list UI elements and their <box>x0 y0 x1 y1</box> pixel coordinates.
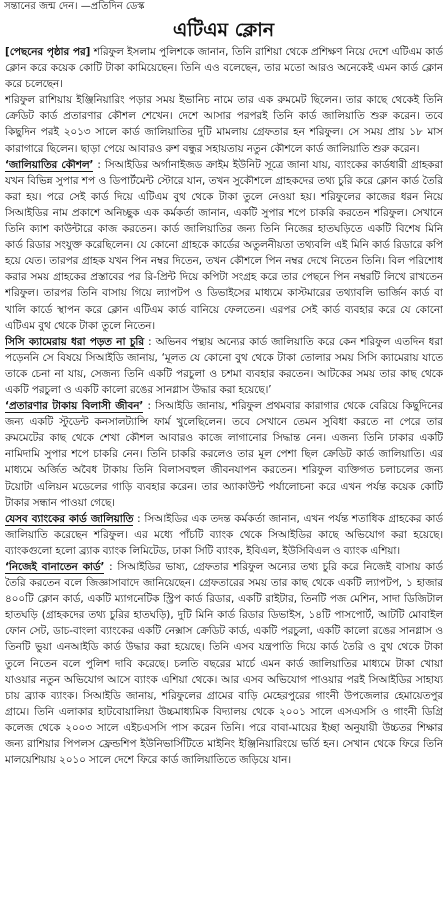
paragraph <box>5 92 443 156</box>
paragraph-text: শরিফুল রাশিয়ায় ইঞ্জিনিয়ারিং পড়ার সময় ইভানিচ নামে তার এক রুমমেট ছিলেন। তার কাছে থেকেই তিনি ক্রেডিট কার্ড প্রতারণার কৌশল শেখেন। দেশে আসার পরপরই তিনি কার্ড জালিয়াতি শুরু করেন। তবে কিছুদিন পরই ২০১৩ সালে কার্ড জালিয়াতির দুটি মামলায় গ্রেফতার হন শরিফুল। সে সময় প্রায় ১৮ মাস কারাগারে ছিলেন। ছাড়া পেয়ে আবারও রুশ বন্ধুর সহায়তায় নতুন কৌশলে কার্ড জালিয়াতি শুরু করেন। <box>5 94 443 155</box>
paragraph-text: শরিফুল ইসলাম পুলিশকে জানান, তিনি রাশিয়া থেকে প্রশিক্ষণ নিয়ে দেশে এটিএম কার্ড ক্লোন করে কয়েক কোটি টাকা কামিয়েছেন। তিনি এও বলেছেন, তার মতো আরও অনেকেই এমন কার্ড ক্লোন করে চলেছেন। <box>5 46 443 91</box>
paragraph-text: : সিআইডির এক তদন্ত কর্মকর্তা জানান, এখন পর্যন্ত শতাধিক গ্রাহকের কার্ড জালিয়াতি করেছেন শরিফুল। এর মধ্যে পাঁচটি ব্যাংক থেকে সিআইডির কাছে অভিযোগ করা হয়েছে। ব্যাংকগুলো হলো ব্র্যাক ব্যাংক লিমিটেড, ঢাকা সিটি ব্যাংক, ইবিএল, ইউসিবিএল ও ব্যাংক এশিয়া। <box>5 512 443 557</box>
paragraph <box>5 334 443 398</box>
article-body <box>5 44 443 922</box>
paragraph <box>5 44 443 92</box>
paragraph-text: : সিআইডির ভাষ্য, গ্রেফতার শরিফুল অন্যের তথ্য চুরি করে নিজেই বাসায় কার্ড তৈরি করতেন বলে জিজ্ঞাসাবাদে জানিয়েছেন। গ্রেফতারের সময় তার কাছ থেকে একটি ল্যাপটপ, ১ হাজার ৪০০টি ক্লোন কার্ড, একটি ম্যাগনেটিক স্ট্রিপ কার্ড রিডার, একটি রাইটার, তিনটি পজ মেশিন, সাদা ডিজিটাল হাতঘড়ি (গ্রাহকদের তথ্য চুরির হাতঘড়ি), দুটি মিনি কার্ড রিডার ডিভাইস, ১৪টি পাসপোর্ট, আটটি মোবাইল ফোন সেট, ডাচ-বাংলা ব্যাংকের একটি নেক্সাস ক্রেডিট কার্ড, একটি পরচুলা, একটি কালো রঙের সানগ্লাস ও তিনটি ভুয়া এনআইডি কার্ড উদ্ধার করা হয়েছে। তিনি এসব যন্ত্রপাতি দিয়ে কার্ড তৈরি ও বুথ থেকে টাকা তুলে নিতেন বলে পুলিশ দাবি করেছে। চলতি বছরের মার্চে এমন কার্ড জালিয়াতির মাধ্যমে টাকা খোয়া যাওয়ার নতুন অভিযোগ আসে ব্যাংক এশিয়া থেকে। আর এসব অভিযোগ পাওয়ার পরই সিআইডির সাহায্য চায় ব্র্যাক ব্যাংক। সিআইডি জানায়, শরিফুলের গ্রামের বাড়ি মেহেরপুরের গাংনী উপজেলার হেমায়েতপুর গ্রামে। তিনি এলাকার হাটবোয়ালিয়া উচ্চমাধ্যমিক বিদ্যালয় থেকে ২০০১ সালে এসএসসি ও গাংনী ডিগ্রি কলেজ থেকে ২০০৩ সালে এইচএসসি পাস করেন তিনি। পরে বাবা-মায়ের ইচ্ছা অনুযায়ী উচ্চতর শিক্ষার জন্য রাশিয়ার পিপলস ফ্রেন্ডশিপ ইউনিভার্সিটিতে মাইনিং ইঞ্জিনিয়ারিংয়ে ভর্তি হন। সেখান থেকে ফিরে তিনি মালয়েশিয়ায় ২০১০ সালে দেশে ফিরে কার্ড জালিয়াতিতে জড়িয়ে যান। <box>5 561 443 767</box>
article-headline: এটিএম ক্লোন <box>172 19 275 41</box>
subheading: যেসব ব্যাংকের কার্ড জালিয়াতি <box>5 512 134 525</box>
subheading: ‘প্রতারণার টাকায় বিলাসী জীবন’ <box>5 400 144 413</box>
paragraph <box>5 398 443 511</box>
paragraph <box>5 511 443 559</box>
paragraph-text: : সিআইডির অর্গানাইজড ক্রাইম ইউনিট সূত্রে জানা যায়, ব্যাংকের কার্ডধারী গ্রাহকরা যখন বিভিন্ন সুপার শপ ও ডিপার্টমেন্ট স্টোরে যান, তখন সুকৌশলে গ্রাহকদের তথ্য চুরি করে ক্লোন কার্ড তৈরি করা হয়। পরে সেই কার্ড দিয়ে এটিএম বুথ থেকে টাকা তুলে নেওয়া হয়। শরিফুলের কাজের ধরন নিয়ে সিআইডির নাম প্রকাশে অনিচ্ছুক এক কর্মকর্তা জানান, একটি সুপার শপে চাকরি করতেন শরিফুল। সেখানে তিনি ক্যাশ কাউন্টারে কাজ করতেন। কার্ড জালিয়াতির জন্য তিনি নিজের হাতঘড়িতে একটি বিশেষ মিনি কার্ড রিডার সংযুক্ত করেছিলেন। যে কোনো গ্রাহকে কার্ডের অতুলনীয়তা তথ্যবলি এই মিনি কার্ড রিডারে কপি হয়ে যেত। তারপর গ্রাহক যখন পিন নম্বর দিতেন, তখন কৌশলে পিন নম্বর দেখে নিতেন তিনি। বিল পরিশোধ করার সময় গ্রাহকের প্রস্তাবের পর রি-প্রিন্ট দিয়ে কপিটা সংগ্রহ করে তার পেছনে পিন নম্বরটি লিখে রাখতেন শরিফুল। তারপর তিনি বাসায় গিয়ে ল্যাপটপ ও ডিভাইসের মাধ্যমে কাস্টমারের তথ্যাবলি ভার্জিন কার্ড বা খালি কার্ডে স্থাপন করে ক্লোন এটিএম কার্ড বানিয়ে ফেলতেন। এরপর সেই কার্ড ব্যবহার করে যে কোনো এটিএম বুথ থেকে টাকা তুলে নিতেন। <box>5 158 443 332</box>
previous-article-tail: সন্তানের জন্ম দেন। —প্রতিদিন ডেস্ক <box>4 1 145 12</box>
paragraph <box>5 559 443 768</box>
continuation-marker: [পেছনের পৃষ্ঠার পর] <box>5 46 91 58</box>
paragraph <box>5 157 443 334</box>
subheading: ‘জালিয়াতির কৌশল’ <box>5 158 94 171</box>
subheading: সিসি ক্যামেরায় ধরা পড়ত না চুরি <box>5 335 144 348</box>
subheading: ‘নিজেই বানাতেন কার্ড’ <box>5 561 105 573</box>
paragraph-text: : সিআইডি জানায়, শরিফুল প্রথমবার কারাগার থেকে বেরিয়ে কিছুদিনের জন্য একটি স্টুডেন্ট কনসালট্যান্সি ফার্ম খুলেছিলেন। তবে সেখানে তেমন সুবিধা করতে না পেরে তার রুমমেটের কাছ থেকে শেখা কৌশল আবারও কাজে লাগানোর সিদ্ধান্ত নেন। এজন্য তিনি ঢাকার একটি নামিদামি সুপার শপে চাকরি নেন। তিনি চাকরি করলেও তার মূল পেশা ছিল ক্রেডিট কার্ড জালিয়াতি। এর মাধ্যমে অর্জিত অবৈধ টাকায় তিনি বিলাসবহুল জীবনযাপন করতেন। শরিফুল ব্যক্তিগত চলাচলের জন্য টয়োটা এলিয়ন মডেলের গাড়ি ব্যবহার করেন। তার অ্যাকাউন্ট পর্যালোচনা করে এখন পর্যন্ত কয়েক কোটি টাকার সন্ধান পাওয়া গেছে। <box>5 400 443 509</box>
paragraph-text: : অভিনব পন্থায় অন্যের কার্ড জালিয়াতি করে কেন শরিফুল এতদিন ধরা পড়েননি সে বিষয়ে সিআইডি জানায়, ‘মূলত যে কোনো বুথ থেকে টাকা তোলার সময় সিসি ক্যামেরায় যাতে তাকে চেনা না যায়, সেজন্য তিনি একটি পরচুলা ও চশমা ব্যবহার করতেন। আটকের সময় তার কাছ থেকে একটি পরচুলা ও একটি কালো রঙের সানগ্লাস উদ্ধার করা হয়েছে।’ <box>5 335 443 396</box>
